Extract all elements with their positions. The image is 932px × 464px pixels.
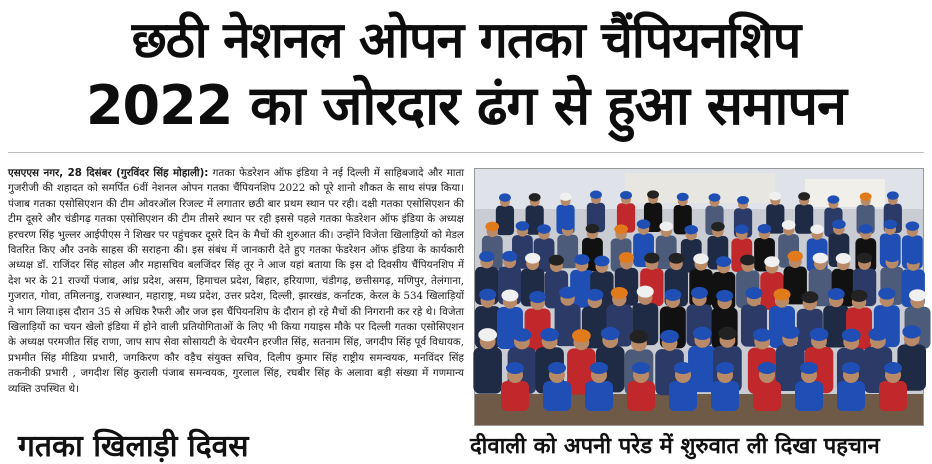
headline-line-1: छठी नेशनल ओपन गतका चैंपियनशिप bbox=[131, 11, 801, 69]
group-photo-icon bbox=[475, 169, 923, 425]
dateline: एसएएस नगर, 28 दिसंबर (गुरविंदर सिंह मोहाली): bbox=[8, 167, 209, 179]
headline-line-2: 2022 का जोरदार ढंग से हुआ समापन bbox=[85, 74, 847, 137]
divider bbox=[8, 152, 924, 153]
headline bbox=[0, 8, 932, 140]
article-text: गतका फेडरेशन ऑफ इंडिया ने नई दिल्ली में साहिबजादे और माता गुजरीजी की शहादत को समर्पित 6वीं नेशनल ओपन गतका चैंपियनशिप 2022 को पूरे शानो शौकत के साथ संपन्न किया। पंजाब गतका एसोसिएशन की टीम ओवरऑल रिजल्ट में लगातार छठी बार प्रथम स्थान पर रही। दक्षी गतका एसोसिएशन की टीम दूसरे और चंडीगढ़ गतका एसोसिएशन की टीम तीसरे स्थान पर रही इससे पहले गतका फेडरेशन ऑफ इंडिया के अध्यक्ष हरचरण सिंह भुल्लर आईपीएस ने शिखर पर पहुंचकर दूसरे दिन के मैचों की शुरुआत की। उन्होंने विजेता खिलाड़ियों को मेडल वितरित किए और उनके साहस की सराहना की। इस संबंध में जानकारी देते हुए गतका फेडरेशन ऑफ इंडिया के कार्यकारी अध्यक्ष डॉ. राजिंदर सिंह सोहल और महासचिव बलजिंदर सिंह तूर ने आज यहां बताया कि इस दो दिवसीय चैंपियनशिप में देश भर के 21 राज्यों पंजाब, आंध्र प्रदेश, असम, हिमाचल प्रदेश, बिहार, हरियाणा, चंडीगढ़, छत्तीसगढ़, मणिपुर, तेलंगाना, गुजरात, गोवा, तमिलनाडु, राजस्थान, महाराष्ट्र, मध्य प्रदेश, उत्तर प्रदेश, दिल्ली, झारखंड, कर्नाटक, केरल के 534 खिलाड़ियों ने भाग लिया।इस दौरान 35 से अधिक रैफरी और जज इस चैंपियनशिप के दौरान हो रहे मैचों की निगरानी कर रहे थे। विजेता खिलाड़ियों का चयन खेलो इंडिया में होने वाली प्रतियोगिताओं के लिए भी किया गयाइस मौके पर दिल्ली गतका एसोसिएशन के अध्यक्ष परमजीत सिंह राणा, जाप साप सेवा सोसायटी के चेयरमैन हरजीत सिंह, सतनाम सिंह, जगदीप सिंह पूर्व विधायक, प्रभमीत सिंह मीडिया प्रभारी, जगकिरण कौर वड़ैच संयुक्त सचिव, दिलीप कुमार सिंह राष्ट्रीय समन्वयक, मनविंदर सिंह तकनीकी प्रभारी , जगदीश सिंह कुराली पंजाब समन्वयक, गुरलाल सिंह, रघबीर सिंह के अलावा बड़ी संख्या में गणमान्य व्यक्ति उपस्थित थे। bbox=[8, 167, 464, 395]
group-photo bbox=[474, 168, 924, 426]
article-body bbox=[8, 166, 464, 428]
next-headline-left: गतका खिलाड़ी दिवस bbox=[18, 429, 249, 464]
next-headline-right: दीवाली को अपनी परेड में शुरुवात ली दिखा पहचान bbox=[470, 434, 880, 459]
next-article-strip bbox=[0, 429, 932, 464]
